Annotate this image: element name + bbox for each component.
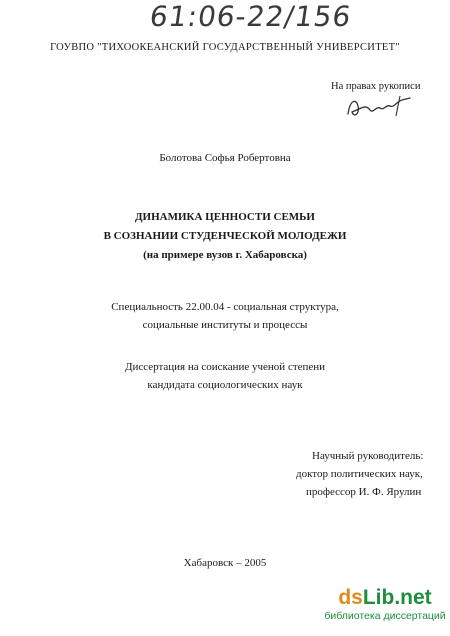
handwritten-catalog-code: 61:06-22/156 bbox=[147, 0, 354, 33]
specialty-block bbox=[0, 298, 450, 334]
degree-block bbox=[0, 358, 450, 394]
organization-name: ГОУВПО "ТИХООКЕАНСКИЙ ГОСУДАРСТВЕННЫЙ УНИВЕРСИТЕТ" bbox=[50, 42, 400, 53]
degree-line-2: кандидата социологических наук bbox=[147, 379, 303, 391]
logo-ds: ds bbox=[338, 586, 363, 609]
supervisor-name: профессор И. Ф. Ярулин bbox=[306, 486, 422, 498]
logo-lib: Lib bbox=[362, 586, 395, 609]
supervisor-block bbox=[296, 447, 423, 501]
signature-image bbox=[340, 92, 420, 122]
dissertation-title bbox=[0, 208, 450, 265]
city-year: Хабаровск – 2005 bbox=[183, 557, 267, 569]
title-line-3: (на примере вузов г. Хабаровска) bbox=[143, 249, 307, 261]
specialty-line-1: Специальность 22.00.04 - социальная структура, bbox=[111, 301, 339, 313]
supervisor-label: Научный руководитель: bbox=[312, 450, 424, 462]
manuscript-note: На правах рукописи bbox=[331, 81, 421, 92]
specialty-line-2: социальные институты и процессы bbox=[142, 319, 308, 331]
watermark-logo bbox=[322, 586, 448, 610]
logo-net: .net bbox=[394, 586, 432, 609]
dslib-watermark[interactable] bbox=[322, 586, 448, 630]
watermark-subtitle: библиотека диссертаций bbox=[324, 610, 446, 622]
title-line-2: В СОЗНАНИИ СТУДЕНЧЕСКОЙ МОЛОДЕЖИ bbox=[103, 230, 347, 242]
degree-line-1: Диссертация на соискание ученой степени bbox=[124, 361, 326, 373]
title-line-1: ДИНАМИКА ЦЕННОСТИ СЕМЬИ bbox=[134, 211, 315, 223]
author-name: Болотова Софья Робертовна bbox=[159, 152, 291, 164]
supervisor-degree: доктор политических наук, bbox=[296, 468, 423, 480]
